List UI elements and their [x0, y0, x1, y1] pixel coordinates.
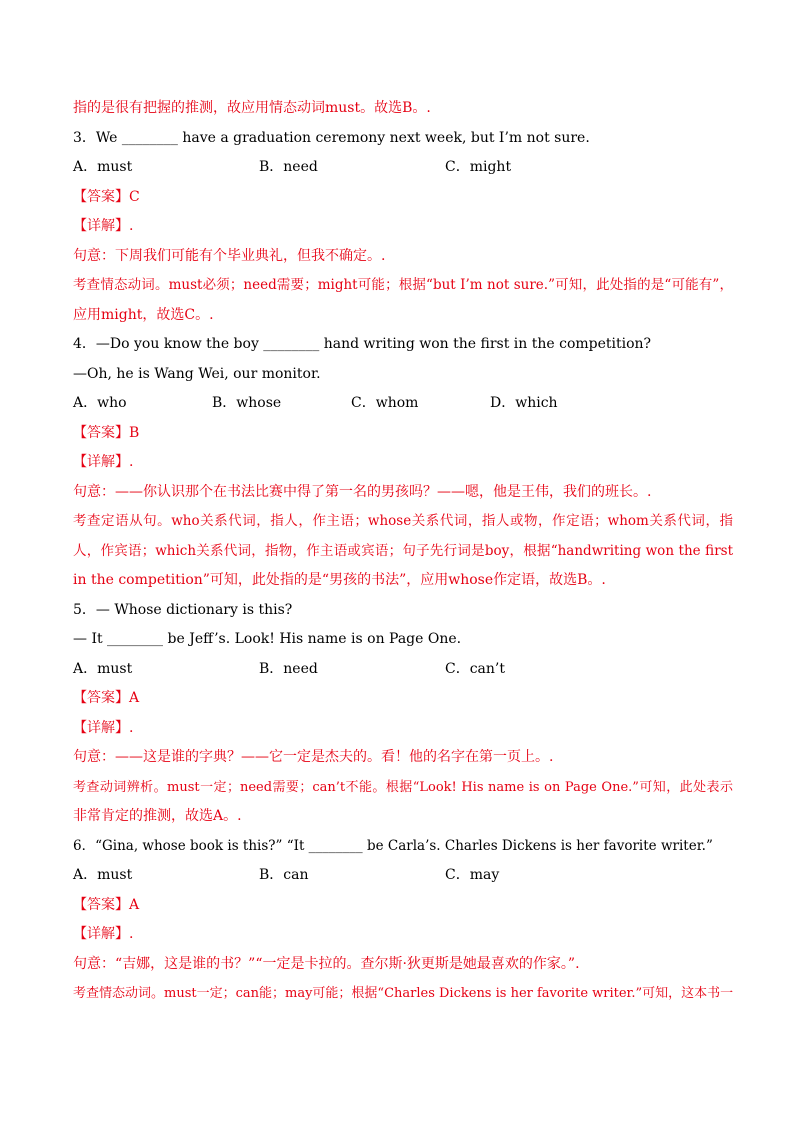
- answer-line: [73, 891, 733, 921]
- option-b: B．can: [259, 867, 309, 883]
- detail-line: 考查情态动词。must一定；can能；may可能；根据“Charles Dickens is her favorite writer.”可知，这本书一: [73, 986, 734, 1001]
- document-content: [73, 94, 733, 1009]
- answer-line: [73, 183, 733, 213]
- detail-line: 句意：——你认识那个在书法比赛中得了第一名的男孩吗？——嗯，他是王伟，我们的班长。.: [73, 483, 652, 500]
- question-6: [73, 832, 733, 1009]
- option-c: C．might: [445, 159, 512, 175]
- answer-line: [73, 419, 733, 449]
- question-stem: 5．— Whose dictionary is this?: [73, 601, 293, 618]
- detail-line: 考查动词辨析。must一定；need需要；can’t不能。根据“Look! His name is on Page One.”可知，此处表示: [73, 779, 733, 795]
- answer-value: C: [129, 188, 140, 205]
- option-a: A．must: [73, 867, 133, 883]
- detail-label: 【详解】.: [73, 926, 134, 942]
- question-stem: 3．We ________ have a graduation ceremony next week, but I’m not sure.: [73, 129, 590, 146]
- option-a: A．must: [73, 660, 133, 677]
- carryover-detail-line: 指的是很有把握的推测，故应用情态动词must。故选B。.: [73, 100, 431, 116]
- question-5: [73, 596, 733, 832]
- option-c: C．may: [445, 867, 500, 883]
- option-a: A．who: [73, 395, 127, 411]
- option-c: C．can’t: [445, 660, 505, 677]
- detail-line: 句意：——这是谁的字典？——它一定是杰夫的。看！他的名字在第一页上。.: [73, 749, 554, 765]
- question-stem: — It ________ be Jeff’s. Look! His name is on Page One.: [73, 631, 462, 647]
- option-b: B．need: [259, 159, 318, 175]
- option-a: A．must: [73, 159, 133, 175]
- answer-line: [73, 684, 733, 714]
- answer-label: 【答案】: [73, 896, 129, 913]
- options-row: [73, 655, 733, 685]
- detail-line: 句意：“吉娜，这是谁的书？”“一定是卡拉的。查尔斯·狄更斯是她最喜欢的作家。”.: [73, 955, 580, 972]
- detail-line: 应用might，故选C。.: [73, 306, 214, 323]
- detail-line: 考查情态动词。must必须；need需要；might可能；根据“but I’m not sure.”可知，此处指的是“可能有”，: [73, 277, 733, 293]
- detail-label: 【详解】.: [73, 454, 134, 470]
- detail-line: 句意：下周我们可能有个毕业典礼，但我不确定。.: [73, 247, 386, 264]
- option-b: B．need: [259, 660, 318, 677]
- detail-label: 【详解】.: [73, 719, 134, 736]
- option-c: C．whom: [351, 395, 419, 411]
- options-row: [73, 389, 733, 419]
- answer-label: 【答案】: [73, 188, 129, 205]
- detail-line: 非常肯定的推测，故选A。.: [73, 808, 242, 824]
- detail-label: 【详解】.: [73, 218, 134, 234]
- options-row: [73, 861, 733, 891]
- question-stem: 4．—Do you know the boy ________ hand writing won the first in the competition?: [73, 336, 652, 352]
- answer-value: A: [129, 690, 140, 706]
- question-3: [73, 124, 733, 331]
- detail-line: 人，作宾语；which关系代词，指物，作主语或宾语；句子先行词是boy，根据“handwriting won the first: [73, 542, 733, 559]
- question-stem: 6．“Gina, whose book is this?” “It ________ be Carla’s. Charles Dickens is her favorite writer.”: [73, 837, 713, 854]
- detail-line: 考查定语从句。who关系代词，指人，作主语；whose关系代词，指人或物，作定语；whom关系代词，指: [73, 513, 733, 529]
- answer-label: 【答案】: [73, 690, 129, 706]
- question-stem: —Oh, he is Wang Wei, our monitor.: [73, 365, 321, 382]
- answer-label: 【答案】: [73, 424, 129, 441]
- options-row: [73, 153, 733, 183]
- answer-value: A: [129, 896, 140, 913]
- question-4: [73, 330, 733, 596]
- option-b: B．whose: [212, 395, 282, 411]
- detail-line: in the competition”可知，此处指的是“男孩的书法”，应用whose作定语，故选B。.: [73, 572, 606, 588]
- answer-value: B: [129, 424, 140, 441]
- option-d: D．which: [490, 395, 558, 411]
